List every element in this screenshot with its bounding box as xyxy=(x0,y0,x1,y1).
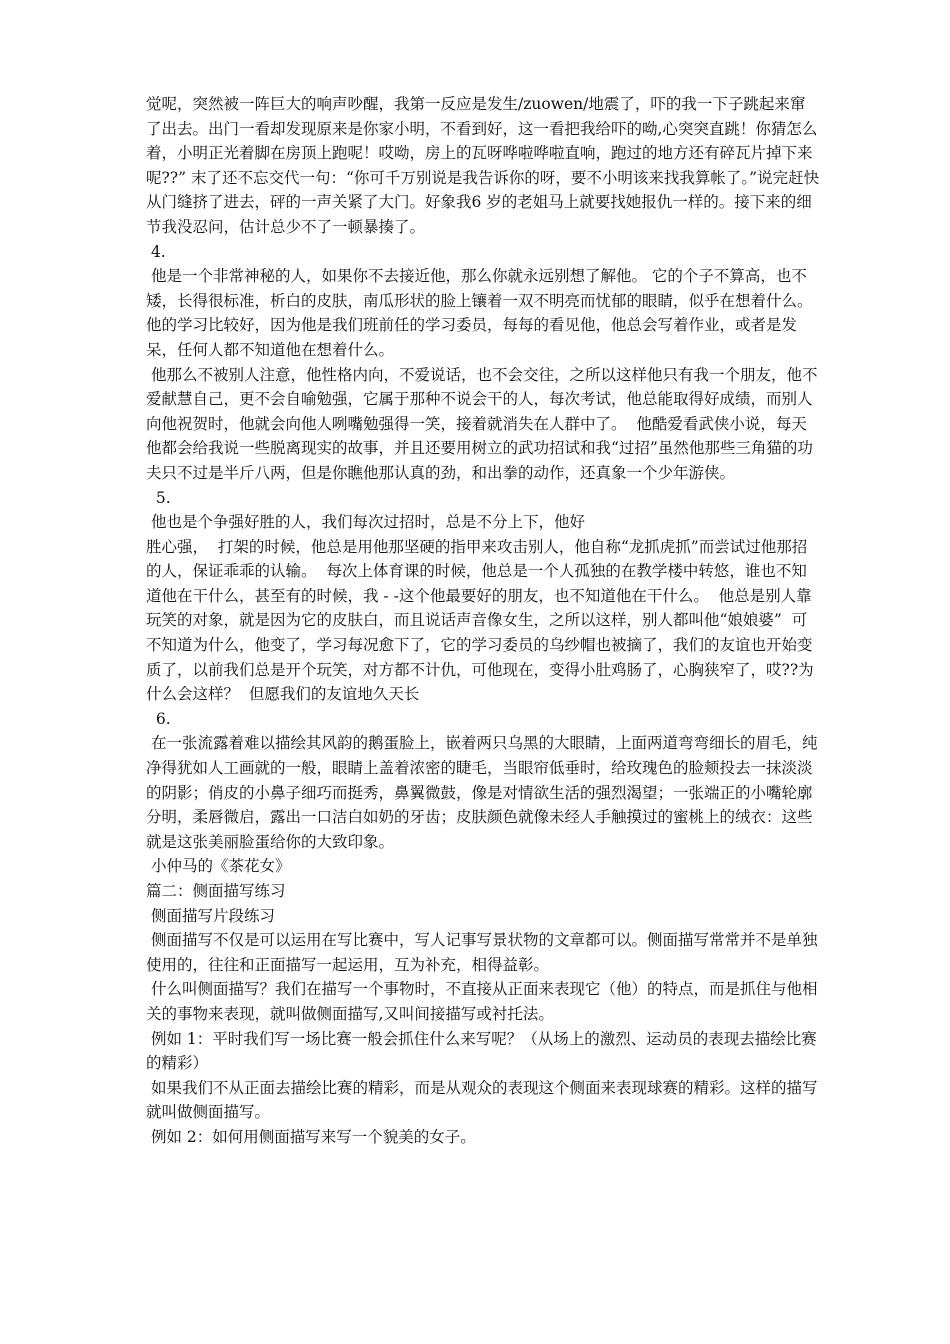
source-citation: 小仲马的《茶花女》 xyxy=(146,857,291,876)
paragraph-introvert-friend: 他那么不被别人注意，他性格内向，不爱说话，也不会交往，之所以这样他只有我一个朋友，他不爱献慧自己，更不会自喻勉强，它属于那种不说会干的人，每次考试，他总能取得好成绩，而别人向他祝贺时，他就会向他人咧嘴勉强得一笑，接着就消失在人群中了。 他酷爱看武侠小说，每天他都会给我说一些脱离现实的故事，并且还要用树立的武功招试和我“过招”虽然他那些三角猫的功夫只不过是半斤八两，但是你瞧他那认真的劲，和出拳的动作，还真象一个少年游侠。 xyxy=(146,365,818,482)
paragraph-competitive-start: 他也是个争强好胜的人，我们每次过招时，总是不分上下，他好 xyxy=(146,513,585,532)
chapter-heading: 篇二：侧面描写练习 xyxy=(146,882,286,900)
paragraph-example-2: 例如 2：如何用侧面描写来写一个貌美的女子。 xyxy=(146,1127,476,1146)
paragraph-mysterious-person: 他是一个非常神秘的人，如果你不去接近他，那么你就永远别想了解他。 它的个子不算高，也不矮，长得很标准，析白的皮肤，南瓜形状的脸上镶着一双不明亮而忧郁的眼睛，似乎在想着什么。 他的学习比较好，因为他是我们班前任的学习委员，每每的看见他，他总会写着作业，或者是发呆，任何人都不知道他在想着什么。 xyxy=(146,267,823,359)
paragraph-side-description-intro: 侧面描写不仅是可以运用在写比赛中，写人记事写景状物的文章都可以。侧面描写常常并不是单独使用的，往往和正面描写一起运用，互为补充，相得益彰。 xyxy=(146,931,818,974)
paragraph-side-description-definition: 什么叫侧面描写？我们在描写一个事物时，不直接从正面来表现它（他）的特点，而是抓住与他相关的事物来表现，就叫做侧面描写,又叫间接描写或衬托法。 xyxy=(146,980,818,1023)
paragraph-story-ending: 觉呢，突然被一阵巨大的响声吵醒，我第一反应是发生/zuowen/地震了，吓的我一下子跳起来窜了出去。出门一看却发现原来是你家小明，不看到好，这一看把我给吓的呦,心突突直跳！你猜怎么着，小明正光着脚在房顶上跑呢！哎呦，房上的瓦呀哗啦哗啦直响，跑过的地方还有碎瓦片掉下来呢??” 末了还不忘交代一句：“你可千万别说是我告诉你的呀，要不小明该来找我算帐了。”说完赶快从门缝挤了进去，砰的一声关紧了大门。好象我6 岁的老姐马上就要找她报仇一样的。接下来的细节我没忍问，估计总少不了一顿暴揍了。 xyxy=(146,95,820,236)
paragraph-example-1: 例如 1：平时我们写一场比赛一般会抓住什么来写呢？（从场上的激烈、运动员的表现去描绘比赛的精彩） xyxy=(146,1029,817,1073)
section-number-5: 5. xyxy=(146,488,171,507)
section-number-4: 4. xyxy=(146,242,166,261)
paragraph-beautiful-face: 在一张流露着难以描绘其风韵的鹅蛋脸上，嵌着两只乌黑的大眼睛，上面两道弯弯细长的眉毛，纯净得犹如人工画就的一般，眼睛上盖着浓密的睫毛，当眼帘低垂时，给玫瑰色的脸颊投去一抹淡淡的阴影；俏皮的小鼻子细巧而挺秀，鼻翼微鼓，像是对情欲生活的强烈渴望；一张端正的小嘴轮廓分明，柔唇微启，露出一口洁白如奶的牙齿；皮肤颜色就像未经人手触摸过的蜜桃上的绒衣：这些就是这张美丽脸蛋给你的大致印象。 xyxy=(146,734,818,851)
paragraph-example-1-explain: 如果我们不从正面去描绘比赛的精彩，而是从观众的表现这个侧面来表现球赛的精彩。这样的描写就叫做侧面描写。 xyxy=(146,1078,818,1122)
paragraph-competitive-cont: 胜心强， 打架的时候，他总是用他那坚硬的指甲来攻击别人，他自称“龙抓虎抓”而尝试过他那招的人，保证乖乖的认输。 每次上体育课的时候，他总是一个人孤独的在教学楼中转悠，谁也不知道他在干什么，甚至有的时候，我 - -这个他最要好的朋友，也不知道他在干什么。 他总是别人靠玩笑的对象，就是因为它的皮肤白，而且说话声音像女生，之所以这样，别人都叫他“娘娘婆” 可不知道为什么，他变了，学习每况愈下了，它的学习委员的乌纱帽也被摘了，我们的友谊也开始变质了，以前我们总是开个玩笑，对方都不计仇，可他现在，变得小肚鸡肠了，心胸狭窄了，哎??为什么会这样？ 但愿我们的友谊地久天长 xyxy=(146,537,814,704)
section-heading: 侧面描写片段练习 xyxy=(146,906,275,925)
section-number-6: 6. xyxy=(146,709,171,728)
